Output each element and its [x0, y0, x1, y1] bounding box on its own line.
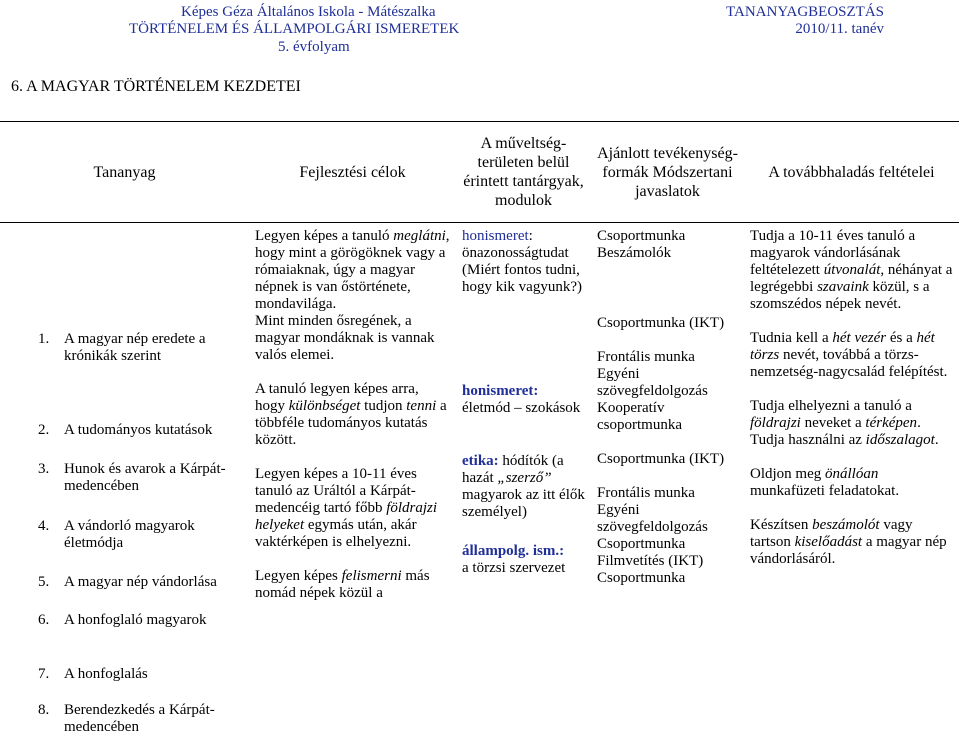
- curriculum-table: [0, 121, 959, 743]
- activity-item: Egyéni szövegfeldolgozás: [597, 366, 738, 400]
- requirement-paragraph: Tudja a 10-11 éves tanuló a magyarok vándorlásának feltételezett útvonalát, néhányat a legrégebbi szavaink közül, s a szomszédos népek nevét.: [750, 228, 953, 313]
- requirements-cell: [744, 223, 959, 743]
- page-header: [0, 0, 959, 60]
- activity-item: Egyéni szövegfeldolgozás: [597, 502, 738, 536]
- topic-item: 6. A honfoglaló magyarok: [38, 612, 245, 629]
- activity-item: Frontális munka: [597, 349, 738, 366]
- goal-paragraph: Legyen képes felismerni más nomád népek közül a: [255, 568, 450, 602]
- subject-entry: állampolg. ism.: a törzsi szervezet: [462, 543, 585, 577]
- column-header-requirements: A továbbhaladás feltételei: [744, 122, 959, 223]
- grade: 5. évfolyam: [278, 39, 350, 56]
- activity-item: Csoportmunka: [597, 228, 738, 245]
- subject-entry: honismeret: életmód – szokások: [462, 383, 585, 417]
- school-name: Képes Géza Általános Iskola - Mátészalka: [181, 4, 435, 21]
- topic-item: 5. A magyar nép vándorlása: [38, 574, 245, 591]
- subject-entry: honismeret: önazonosságtudat (Miért fontos tudni, hogy kik vagyunk?): [462, 228, 585, 296]
- column-header-topic: Tananyag: [0, 122, 249, 223]
- topic-item: 8. Berendezkedés a Kárpát-medencében: [38, 702, 245, 736]
- goal-paragraph: A tanuló legyen képes arra, hogy különbséget tudjon tenni a többféle tudományos kutatás között.: [255, 381, 450, 449]
- activity-item: Kooperatív csoportmunka: [597, 400, 738, 434]
- school-year: 2010/11. tanév: [795, 21, 884, 38]
- activity-item: Csoportmunka: [597, 570, 738, 587]
- activity-item: Csoportmunka (IKT): [597, 451, 738, 468]
- column-header-goals: Fejlesztési célok: [249, 122, 456, 223]
- goal-paragraph: Legyen képes a tanuló meglátni, hogy mint a görögöknek vagy a rómaiaknak, úgy a magyar népnek is van őstörténete, mondavilága. Mint minden ősregének, a magyar mondáknak is vannak valós elemei.: [255, 228, 450, 364]
- activity-item: Filmvetítés (IKT): [597, 553, 738, 570]
- topic-item: 3. Hunok és avarok a Kárpát-medencében: [38, 461, 245, 495]
- goal-paragraph: Legyen képes a 10-11 éves tanuló az Uráltól a Kárpát-medencéig tartó főbb földrajzi helyeket egymás után, akár vaktérképen is elhelyezni.: [255, 466, 450, 551]
- requirement-paragraph: Tudnia kell a hét vezér és a hét törzs nevét, továbbá a törzs-nemzetség-nagycsalád felépítést.: [750, 330, 953, 381]
- topic-item: 7. A honfoglalás: [38, 666, 245, 683]
- requirement-paragraph: Oldjon meg önállóan munkafüzeti feladatokat.: [750, 466, 953, 500]
- goals-cell: [249, 223, 456, 743]
- column-header-activities: Ajánlott tevékenység-formák Módszertani javaslatok: [591, 122, 744, 223]
- topic-item: 2. A tudományos kutatások: [38, 422, 245, 439]
- topics-cell: [0, 223, 249, 743]
- activity-item: Csoportmunka: [597, 536, 738, 553]
- table-row: [0, 223, 959, 743]
- section-title: 6. A MAGYAR TÖRTÉNELEM KEZDETEI: [11, 78, 301, 96]
- table-header-row: [0, 122, 959, 223]
- subject-name: TÖRTÉNELEM ÉS ÁLLAMPOLGÁRI ISMERETEK: [129, 21, 459, 38]
- document-type: TANANYAGBEOSZTÁS: [726, 4, 884, 21]
- subjects-cell: [456, 223, 591, 743]
- activity-item: Beszámolók: [597, 245, 738, 262]
- subject-entry: etika: hódítók (a hazát „szerző” magyarok az itt élők személyel): [462, 453, 585, 521]
- column-header-subjects: A műveltség-területen belül érintett tantárgyak, modulok: [456, 122, 591, 223]
- requirement-paragraph: Tudja elhelyezni a tanuló a földrajzi neveket a térképen. Tudja használni az időszalagot.: [750, 398, 953, 449]
- activities-cell: [591, 223, 744, 743]
- requirement-paragraph: Készítsen beszámolót vagy tartson kiselőadást a magyar nép vándorlásáról.: [750, 517, 953, 568]
- activity-item: Frontális munka: [597, 485, 738, 502]
- topic-item: 1. A magyar nép eredete a krónikák szerint: [38, 331, 245, 365]
- activity-item: Csoportmunka (IKT): [597, 315, 738, 332]
- topic-item: 4. A vándorló magyarok életmódja: [38, 518, 245, 552]
